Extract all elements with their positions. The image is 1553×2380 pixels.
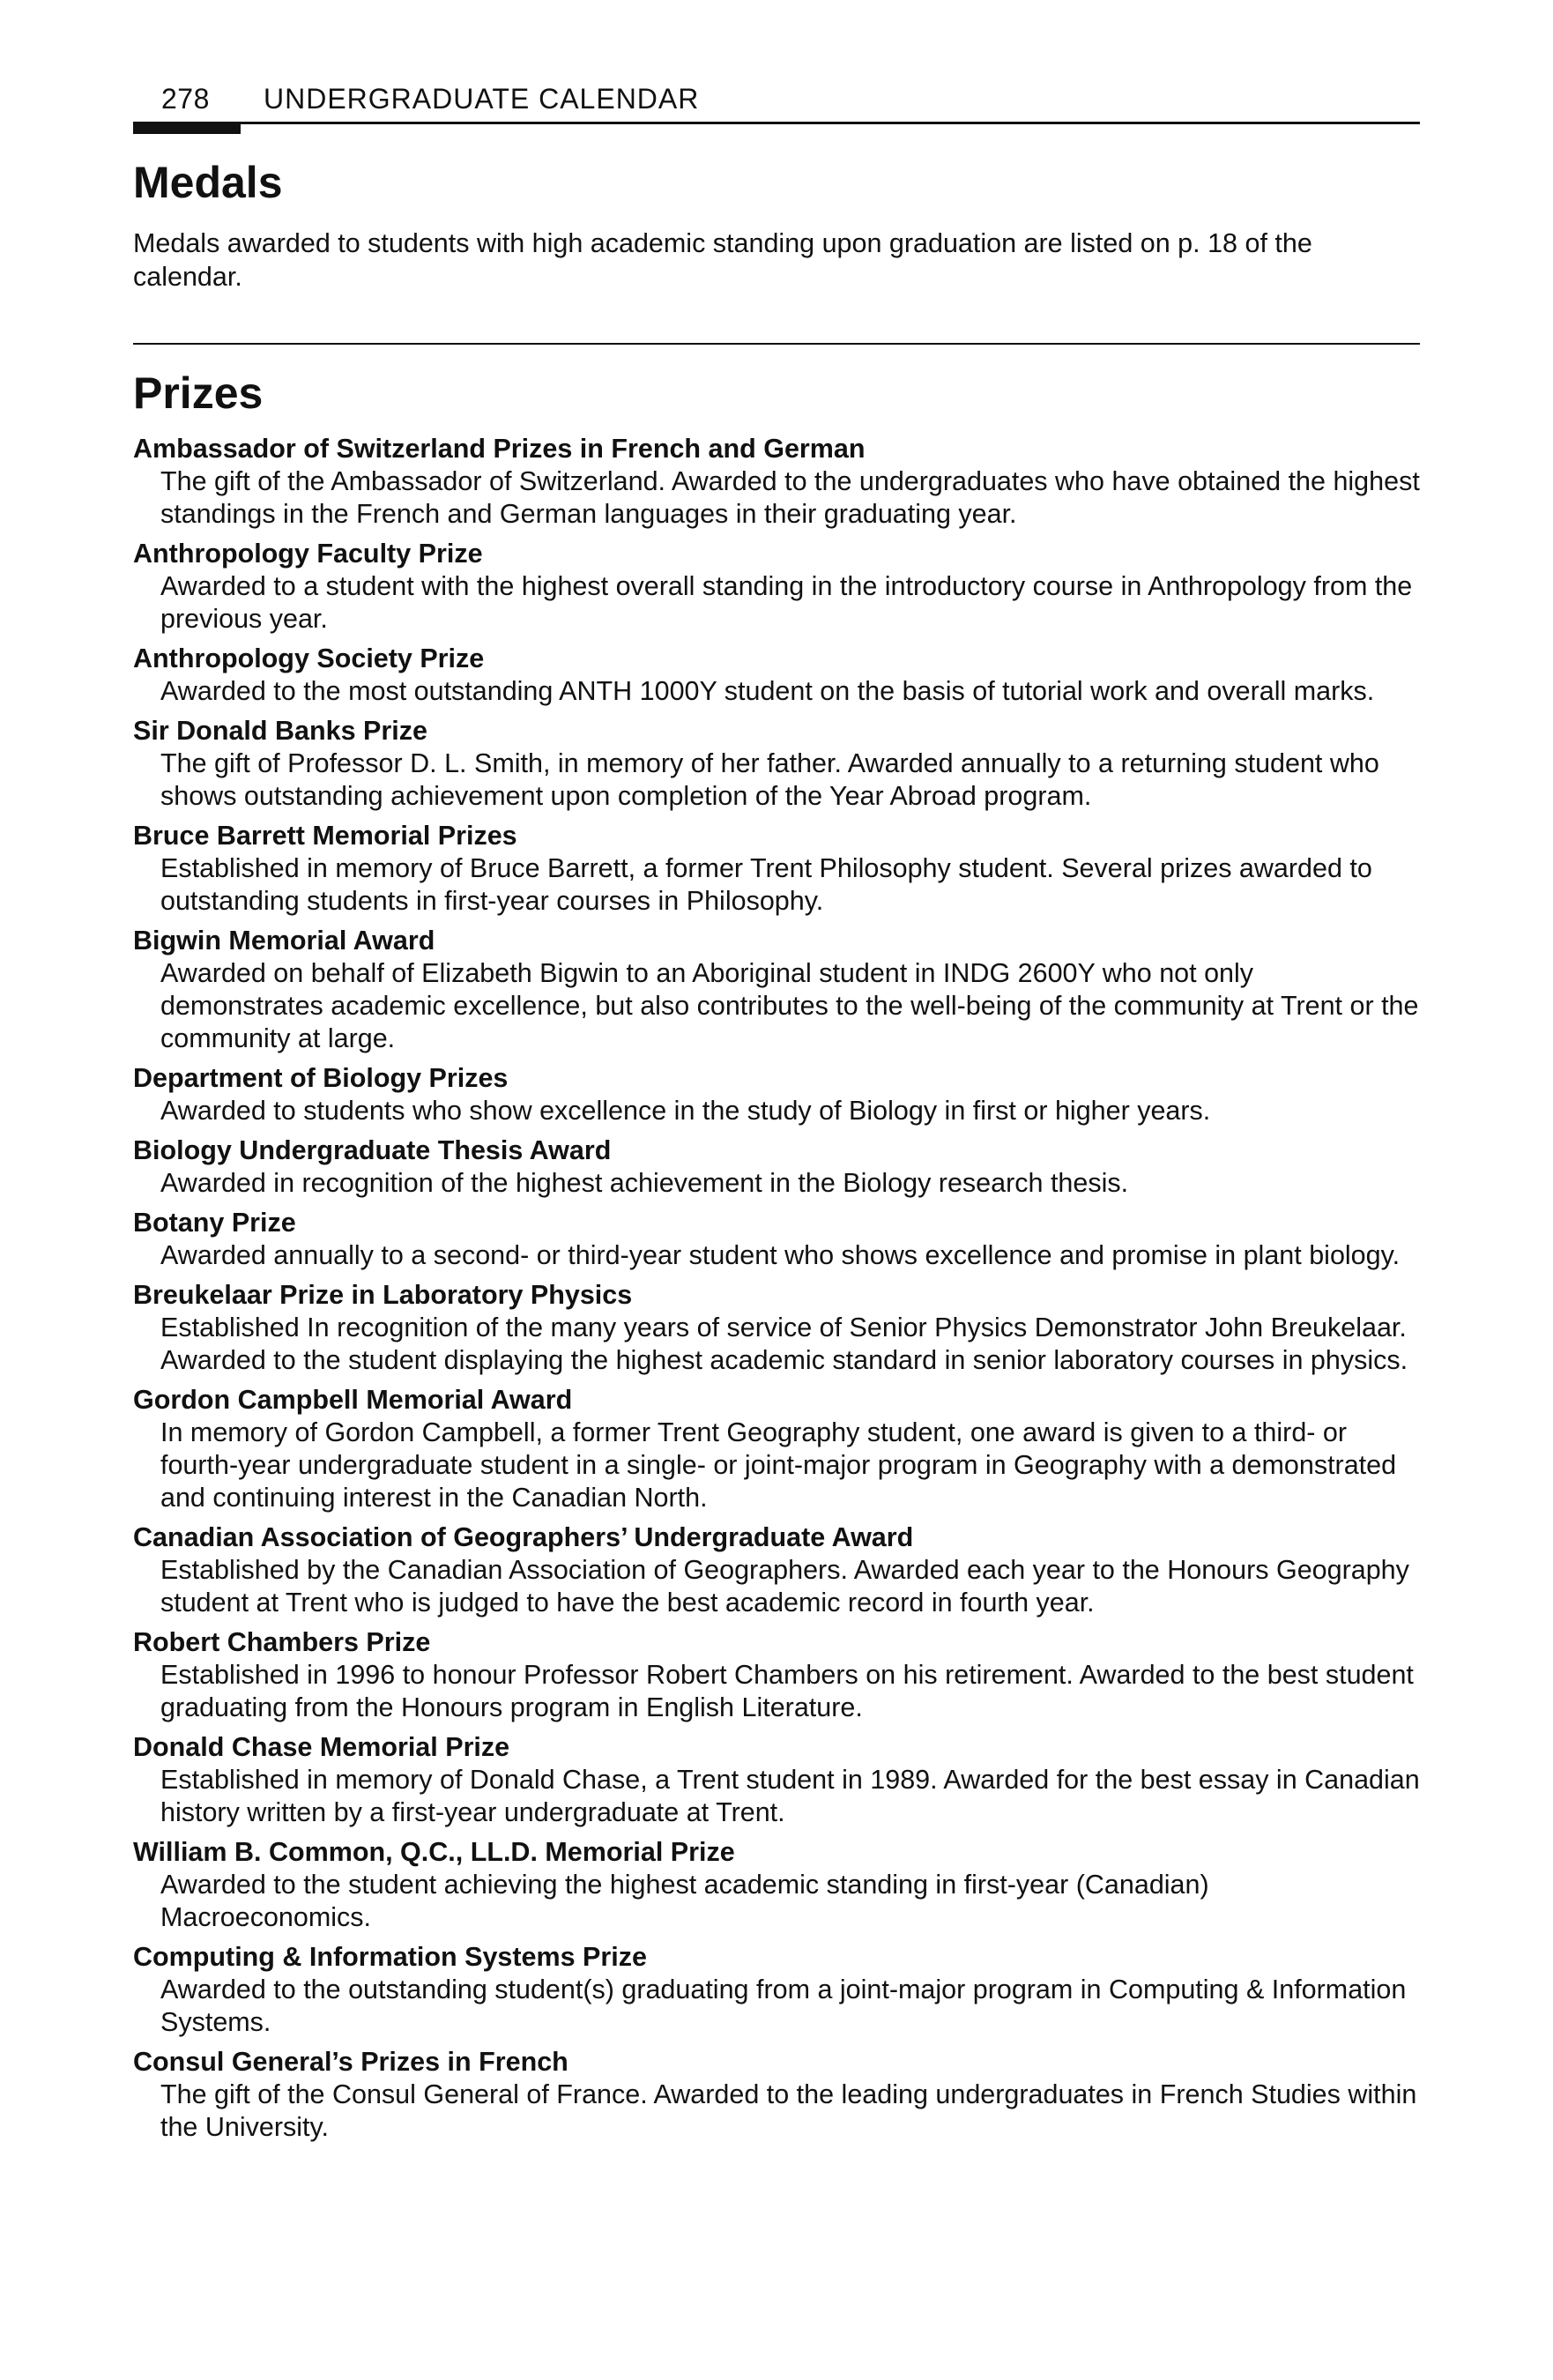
prize-description: Established In recognition of the many years of service of Senior Physics Demonstrator John Breukelaar. Awarded to the student displaying the highest academic standard in senior laboratory courses in physics.	[160, 1313, 1408, 1375]
prize-name: Bruce Barrett Memorial Prizes	[133, 821, 517, 851]
prize-entry	[133, 1730, 1420, 1829]
prize-description: The gift of the Consul General of France. Awarded to the leading undergraduates in French Studies within the University.	[160, 2079, 1417, 2142]
prize-name: William B. Common, Q.C., LL.D. Memorial Prize	[133, 1837, 735, 1867]
prize-description: Awarded to the student achieving the highest academic standing in first-year (Canadian) Macroeconomics.	[160, 1870, 1209, 1932]
prize-description: Awarded to a student with the highest overall standing in the introductory course in Anthropology from the previous year.	[160, 571, 1413, 634]
prize-name: Department of Biology Prizes	[133, 1063, 509, 1093]
prize-name: Sir Donald Banks Prize	[133, 716, 427, 746]
prize-description: Awarded in recognition of the highest achievement in the Biology research thesis.	[160, 1168, 1129, 1198]
header-tab-bar	[133, 122, 241, 134]
prize-list	[133, 432, 1420, 2144]
prize-entry	[133, 1835, 1420, 1934]
prize-entry	[133, 1278, 1420, 1377]
prize-entry	[133, 714, 1420, 813]
prize-name: Robert Chambers Prize	[133, 1627, 431, 1657]
prize-description: Awarded to the most outstanding ANTH 1000Y student on the basis of tutorial work and overall marks.	[160, 676, 1375, 706]
calendar-name: UNDERGRADUATE CALENDAR	[264, 83, 700, 115]
running-header	[133, 79, 1420, 123]
section-divider	[133, 343, 1420, 345]
calendar-page	[133, 79, 1420, 2150]
medals-text: Medals awarded to students with high academic standing upon graduation are listed on p. 18 of the calendar.	[133, 228, 1312, 292]
prize-description: Awarded to the outstanding student(s) graduating from a joint-major program in Computing & Information Systems.	[160, 1975, 1407, 2037]
prize-entry	[133, 924, 1420, 1055]
prize-entry	[133, 537, 1420, 636]
prize-name: Computing & Information Systems Prize	[133, 1942, 647, 1972]
prize-description: Established in 1996 to honour Professor Robert Chambers on his retirement. Awarded to the best student graduating from the Honours program in English Literature.	[160, 1660, 1414, 1722]
prize-entry	[133, 1940, 1420, 2039]
prize-description: The gift of the Ambassador of Switzerland. Awarded to the undergraduates who have obtained the highest standings in the French and German languages in their graduating year.	[160, 466, 1420, 529]
prize-name: Biology Undergraduate Thesis Award	[133, 1135, 612, 1165]
prize-entry	[133, 1206, 1420, 1272]
prize-description: Awarded annually to a second- or third-year student who shows excellence and promise in plant biology.	[160, 1240, 1401, 1270]
prize-entry	[133, 1521, 1420, 1619]
prize-description: Awarded on behalf of Elizabeth Bigwin to an Aboriginal student in INDG 2600Y who not only demonstrates academic excellence, but also contributes to the well-being of the community at Trent or the community at large.	[160, 958, 1419, 1053]
prize-name: Consul General’s Prizes in French	[133, 2047, 568, 2077]
prize-entry	[133, 819, 1420, 918]
prize-entry	[133, 1134, 1420, 1200]
prize-name: Canadian Association of Geographers’ Undergraduate Award	[133, 1522, 914, 1552]
prize-name: Donald Chase Memorial Prize	[133, 1732, 510, 1762]
prize-entry	[133, 1061, 1420, 1127]
medals-section	[133, 159, 1420, 294]
prizes-heading: Prizes	[133, 368, 264, 418]
medals-heading: Medals	[133, 158, 283, 207]
prize-entry	[133, 1625, 1420, 1724]
header-rule	[133, 122, 1420, 124]
prize-name: Botany Prize	[133, 1208, 296, 1238]
prize-description: Established in memory of Bruce Barrett, a former Trent Philosophy student. Several prizes awarded to outstanding students in first-year courses in Philosophy.	[160, 853, 1372, 916]
prize-name: Anthropology Faculty Prize	[133, 539, 483, 569]
prize-description: Awarded to students who show excellence in the study of Biology in first or higher years.	[160, 1096, 1211, 1126]
prize-entry	[133, 1383, 1420, 1514]
prizes-section	[133, 369, 1420, 2144]
prize-entry	[133, 2045, 1420, 2144]
prize-name: Anthropology Society Prize	[133, 643, 485, 673]
prize-description: Established by the Canadian Association of Geographers. Awarded each year to the Honours Geography student at Trent who is judged to have the best academic record in fourth year.	[160, 1555, 1409, 1618]
prize-name: Ambassador of Switzerland Prizes in French and German	[133, 434, 866, 464]
prize-name: Gordon Campbell Memorial Award	[133, 1385, 573, 1415]
prize-description: The gift of Professor D. L. Smith, in memory of her father. Awarded annually to a returning student who shows outstanding achievement upon completion of the Year Abroad program.	[160, 748, 1379, 811]
prize-entry	[133, 642, 1420, 708]
prize-name: Bigwin Memorial Award	[133, 926, 435, 956]
prize-description: Established in memory of Donald Chase, a Trent student in 1989. Awarded for the best essay in Canadian history written by a first-year undergraduate at Trent.	[160, 1765, 1420, 1827]
prize-description: In memory of Gordon Campbell, a former Trent Geography student, one award is given to a third- or fourth-year undergraduate student in a single- or joint-major program in Geography with a demonstrated and continuing interest in the Canadian North.	[160, 1417, 1397, 1513]
page-number: 278	[161, 83, 210, 115]
prize-name: Breukelaar Prize in Laboratory Physics	[133, 1280, 633, 1310]
prize-entry	[133, 432, 1420, 531]
